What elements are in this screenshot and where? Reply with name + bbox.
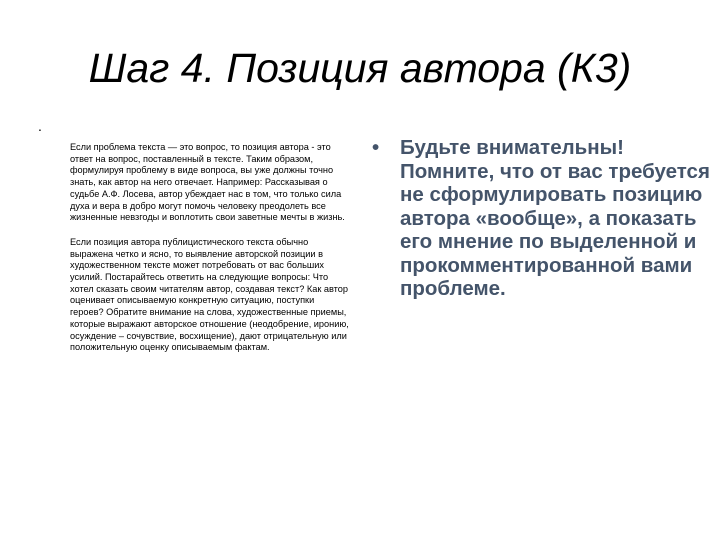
right-column-text: Будьте внимательны! Помните, что от вас требуется не сформулировать позицию автора «вообще», а показать его мнение по выделенной и прокомментированной вами проблеме. [400, 136, 710, 300]
bullet-icon: • [372, 136, 380, 159]
left-column-marker: . [38, 118, 42, 134]
slide-title: Шаг 4. Позиция автора (К3) [88, 45, 632, 91]
left-paragraph-position: Если позиция автора публицистического текста обычно выражена четко и ясно, то выявление авторской позиции в художественном тексте может потребовать от вас больших усилий. Постарайтесь ответить на следующие вопросы: Что хотел сказать своим читателям автор, создавая текст? Как автор оценивает описываемую конкретную ситуацию, поступки героев? Обратите внимание на слова, художественные приемы, которые выражают авторское отношение (неодобрение, иронию, осуждение – сочувствие, восхищение), дают отрицательную или положительную оценку описываемым фактам. [70, 236, 349, 353]
left-column [70, 142, 350, 367]
right-column [372, 136, 712, 301]
left-paragraph-problem: Если проблема текста — это вопрос, то позиция автора - это ответ на вопрос, поставленный в тексте. Таким образом, формулируя проблему в виде вопроса, вы уже должны точно знать, как автор на него отвечает. Например: Рассказывая о судьбе А.Ф. Лосева, автор убеждает нас в том, что только сила духа и вера в добро могут помочь человеку преодолеть все жизненные невзгоды и воплотить свои заветные мечты в жизнь. [70, 142, 345, 223]
